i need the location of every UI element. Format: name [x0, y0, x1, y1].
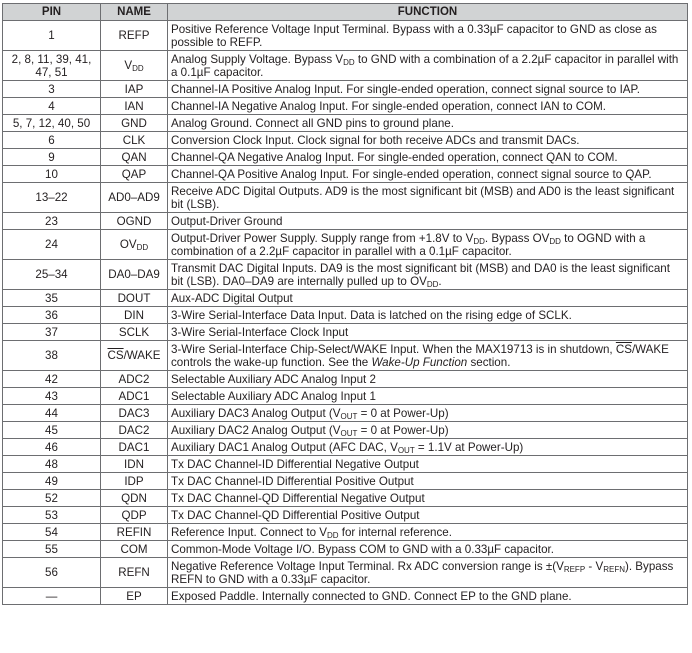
name-cell: $\overline{CS}$/WAKE	[101, 341, 168, 371]
function-cell: Output-Driver Ground	[168, 213, 688, 230]
name-cell: EP	[101, 588, 168, 605]
function-cell: Analog Supply Voltage. Bypass $V_{DD}$ to GND with a combination of a 2.2µF capacitor in parallel with a 0.1µF capacitor.	[168, 51, 688, 81]
pin-cell: 44	[3, 405, 101, 422]
function-cell: Tx DAC Channel-ID Differential Positive Output	[168, 473, 688, 490]
table-row	[3, 166, 688, 183]
function-cell: 3-Wire Serial-Interface Data Input. Data is latched on the rising edge of SCLK.	[168, 307, 688, 324]
name-cell: IAN	[101, 98, 168, 115]
table-row	[3, 21, 688, 51]
function-cell: Common-Mode Voltage I/O. Bypass COM to GND with a 0.33µF capacitor.	[168, 541, 688, 558]
function-cell: Negative Reference Voltage Input Terminal. Rx ADC conversion range is $\pm(V_{REFP} - V_{REFN})$. Bypass REFN to GND with a 0.33µF capacitor.	[168, 558, 688, 588]
pin-cell: 3	[3, 81, 101, 98]
name-cell: COM	[101, 541, 168, 558]
table-row	[3, 51, 688, 81]
name-cell: QDP	[101, 507, 168, 524]
name-cell: DAC3	[101, 405, 168, 422]
function-cell: 3-Wire Serial-Interface Clock Input	[168, 324, 688, 341]
pin-cell: —	[3, 588, 101, 605]
pin-cell: 53	[3, 507, 101, 524]
function-cell: Channel-QA Negative Analog Input. For single-ended operation, connect QAN to COM.	[168, 149, 688, 166]
pin-cell: 37	[3, 324, 101, 341]
pin-column-header: PIN	[3, 4, 101, 21]
function-cell: Tx DAC Channel-QD Differential Positive Output	[168, 507, 688, 524]
function-cell: Auxiliary DAC2 Analog Output ($V_{OUT} = 0$ at Power-Up)	[168, 422, 688, 439]
table-row	[3, 132, 688, 149]
function-cell: Conversion Clock Input. Clock signal for both receive ADCs and transmit DACs.	[168, 132, 688, 149]
function-cell: Channel-IA Positive Analog Input. For single-ended operation, connect signal source to IAP.	[168, 81, 688, 98]
name-cell: DIN	[101, 307, 168, 324]
name-cell: AD0–AD9	[101, 183, 168, 213]
name-cell: REFN	[101, 558, 168, 588]
table-row	[3, 213, 688, 230]
pin-cell: 25–34	[3, 260, 101, 290]
table-row	[3, 230, 688, 260]
function-column-header: FUNCTION	[168, 4, 688, 21]
pin-cell: 1	[3, 21, 101, 51]
name-cell: IDP	[101, 473, 168, 490]
pin-cell: 5, 7, 12, 40, 50	[3, 115, 101, 132]
name-cell: SCLK	[101, 324, 168, 341]
table-row	[3, 558, 688, 588]
pin-description-table	[2, 3, 688, 605]
function-cell: Exposed Paddle. Internally connected to GND. Connect EP to the GND plane.	[168, 588, 688, 605]
name-cell: $OV_{DD}$	[101, 230, 168, 260]
table-row	[3, 456, 688, 473]
pin-cell: 38	[3, 341, 101, 371]
pin-rows	[3, 21, 688, 605]
table-row	[3, 422, 688, 439]
table-row	[3, 541, 688, 558]
function-cell: Reference Input. Connect to $V_{DD}$ for internal reference.	[168, 524, 688, 541]
table-row	[3, 115, 688, 132]
pin-cell: 24	[3, 230, 101, 260]
name-column-header: NAME	[101, 4, 168, 21]
name-cell: QAN	[101, 149, 168, 166]
pin-cell: 48	[3, 456, 101, 473]
pin-cell: 45	[3, 422, 101, 439]
table-row	[3, 473, 688, 490]
table-row	[3, 490, 688, 507]
function-cell: Aux-ADC Digital Output	[168, 290, 688, 307]
pin-cell: 35	[3, 290, 101, 307]
header-row	[3, 4, 688, 21]
table-row	[3, 507, 688, 524]
pin-cell: 4	[3, 98, 101, 115]
pin-cell: 49	[3, 473, 101, 490]
function-cell: Auxiliary DAC1 Analog Output (AFC DAC, $V_{OUT} = 1.1V$ at Power-Up)	[168, 439, 688, 456]
function-cell: Receive ADC Digital Outputs. AD9 is the most significant bit (MSB) and AD0 is the least significant bit (LSB).	[168, 183, 688, 213]
pin-cell: 2, 8, 11, 39, 41, 47, 51	[3, 51, 101, 81]
name-cell: IAP	[101, 81, 168, 98]
table-row	[3, 81, 688, 98]
name-cell: GND	[101, 115, 168, 132]
table-row	[3, 324, 688, 341]
table-row	[3, 388, 688, 405]
function-cell: Output-Driver Power Supply. Supply range from +1.8V to $V_{DD}$. Bypass $OV_{DD}$ to OGND with a combination of a 2.2µF capacitor in parallel with a 0.1µF capacitor.	[168, 230, 688, 260]
pin-cell: 6	[3, 132, 101, 149]
name-cell: REFIN	[101, 524, 168, 541]
pin-cell: 46	[3, 439, 101, 456]
function-cell: Analog Ground. Connect all GND pins to ground plane.	[168, 115, 688, 132]
name-cell: CLK	[101, 132, 168, 149]
pin-cell: 13–22	[3, 183, 101, 213]
pin-cell: 43	[3, 388, 101, 405]
pin-cell: 42	[3, 371, 101, 388]
table-row	[3, 371, 688, 388]
function-cell: Transmit DAC Digital Inputs. DA9 is the most significant bit (MSB) and DA0 is the least significant bit (LSB). DA0–DA9 are internally pulled up to $OV_{DD}$.	[168, 260, 688, 290]
pin-cell: 55	[3, 541, 101, 558]
table-row	[3, 524, 688, 541]
pin-cell: 52	[3, 490, 101, 507]
pin-cell: 9	[3, 149, 101, 166]
table-row	[3, 341, 688, 371]
name-cell: DAC1	[101, 439, 168, 456]
function-cell: Channel-IA Negative Analog Input. For single-ended operation, connect IAN to COM.	[168, 98, 688, 115]
pin-cell: 56	[3, 558, 101, 588]
function-cell: Tx DAC Channel-ID Differential Negative Output	[168, 456, 688, 473]
table-row	[3, 149, 688, 166]
table-row	[3, 588, 688, 605]
name-cell: REFP	[101, 21, 168, 51]
function-cell: Channel-QA Positive Analog Input. For single-ended operation, connect signal source to QAP.	[168, 166, 688, 183]
name-cell: DOUT	[101, 290, 168, 307]
name-cell: DA0–DA9	[101, 260, 168, 290]
function-cell: Auxiliary DAC3 Analog Output ($V_{OUT} = 0$ at Power-Up)	[168, 405, 688, 422]
table-row	[3, 290, 688, 307]
function-cell: 3-Wire Serial-Interface Chip-Select/WAKE Input. When the MAX19713 is in shutdown, $\overline{CS}$/WAKE controls the wake-up function. See the Wake-Up Function section.	[168, 341, 688, 371]
table-row	[3, 405, 688, 422]
name-cell: QAP	[101, 166, 168, 183]
name-cell: ADC1	[101, 388, 168, 405]
name-cell: ADC2	[101, 371, 168, 388]
pin-cell: 10	[3, 166, 101, 183]
name-cell: $V_{DD}$	[101, 51, 168, 81]
name-cell: IDN	[101, 456, 168, 473]
name-cell: DAC2	[101, 422, 168, 439]
table-row	[3, 307, 688, 324]
table-row	[3, 260, 688, 290]
function-cell: Positive Reference Voltage Input Terminal. Bypass with a 0.33µF capacitor to GND as close as possible to REFP.	[168, 21, 688, 51]
function-cell: Selectable Auxiliary ADC Analog Input 1	[168, 388, 688, 405]
function-cell: Tx DAC Channel-QD Differential Negative Output	[168, 490, 688, 507]
table-row	[3, 439, 688, 456]
pin-cell: 54	[3, 524, 101, 541]
table-row	[3, 183, 688, 213]
function-cell: Selectable Auxiliary ADC Analog Input 2	[168, 371, 688, 388]
pin-cell: 36	[3, 307, 101, 324]
table-row	[3, 98, 688, 115]
pin-cell: 23	[3, 213, 101, 230]
name-cell: OGND	[101, 213, 168, 230]
name-cell: QDN	[101, 490, 168, 507]
